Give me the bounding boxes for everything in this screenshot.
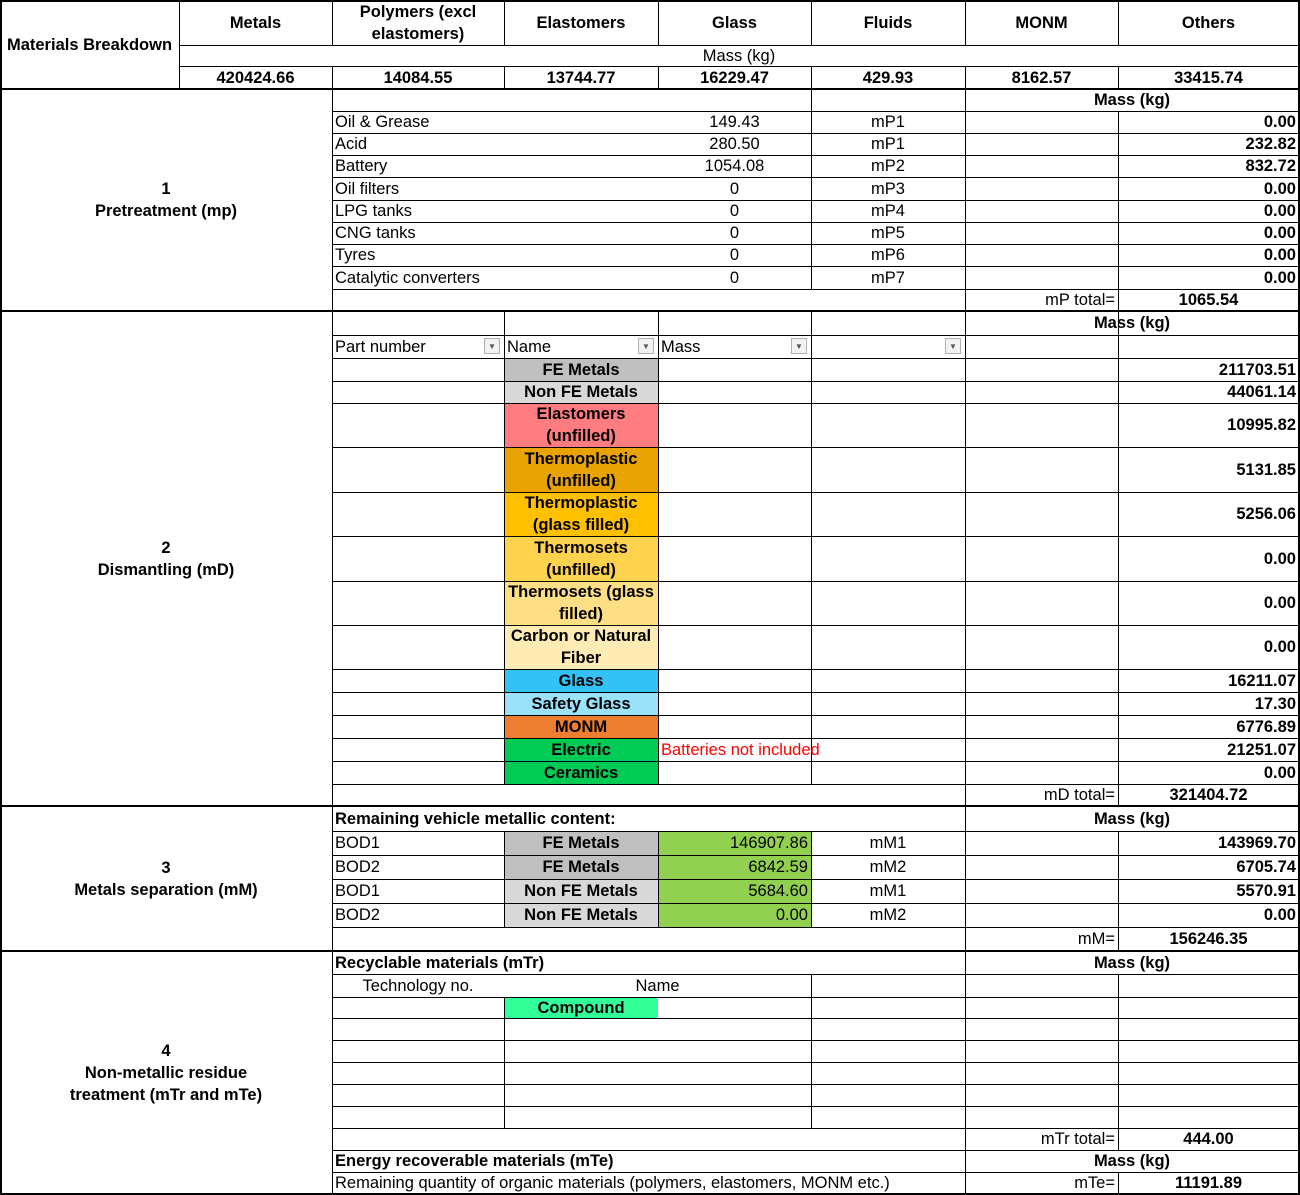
grid-line [332,997,1299,998]
pretreatment-item-amount: 280.50 [709,135,760,153]
header-mass-value: 13744.77 [546,68,616,87]
name-header: Name [635,976,680,995]
material-mass: 0.00 [1263,638,1296,656]
material-name: Electric [551,740,611,759]
material-name: MONM [554,717,608,736]
material-name: FE Metals [542,360,620,379]
mp-total-label: mP total= [1045,291,1115,309]
section-label-residue [0,951,332,1194]
section-number: 3 [161,858,171,877]
filter-dropdown-icon[interactable]: ▼ [638,338,654,354]
mm-total-value: 156246.35 [1169,930,1248,948]
header-column-label: Polymers (excl elastomers) [359,3,477,43]
compound-cell: Compound [537,998,625,1017]
pretreatment-item-amount: 0 [729,268,740,287]
mte-total-label: mTe= [1074,1174,1115,1192]
material-mass: 0.00 [1263,763,1296,782]
header-column-label: Others [1181,14,1236,32]
pretreatment-item-name: CNG tanks [335,224,416,242]
grid-line [332,1084,1299,1085]
material-mass: 16211.07 [1228,671,1296,690]
material-name: Ceramics [543,763,619,782]
pretreatment-item-mass: 0.00 [1263,246,1296,264]
material-name: Safety Glass [531,694,631,713]
metal-mass: 5570.91 [1236,882,1296,900]
filter-dropdown-icon[interactable]: ▼ [484,338,500,354]
md-total-label: mD total= [1043,786,1115,804]
grid-line [332,1040,1299,1041]
section-title: Metals separation (mM) [74,880,258,899]
pretreatment-item-name: Catalytic converters [335,268,480,287]
header-mass-value: 420424.66 [216,68,295,87]
batteries-note: Batteries not included [661,740,820,759]
material-mass: 211703.51 [1218,360,1296,379]
metal-part: BOD1 [335,834,380,852]
filter-mass: Mass [661,337,701,356]
mte-total-value: 11191.89 [1175,1174,1242,1192]
pretreatment-item-code: mP2 [871,157,905,175]
material-mass: 6776.89 [1236,717,1296,736]
grid-line [332,1106,1299,1107]
material-name: Thermoplastic (glass filled) [524,494,638,534]
grid-line [965,311,966,806]
grid-line [658,335,659,784]
header-column-label: Elastomers [536,14,626,32]
pretreatment-item-amount: 1054.08 [704,157,765,175]
metal-code: mM2 [869,906,907,924]
grid-line [811,974,812,1128]
pretreatment-item-amount: 0 [729,246,740,264]
section-title: Non-metallic residue treatment (mTr and mTe) [69,1063,263,1104]
pretreatment-item-code: mP6 [871,246,905,264]
section-title: Pretreatment (mp) [94,202,238,220]
header-column-label: Metals [229,14,282,32]
metal-type: Non FE Metals [524,906,638,924]
header-column-label: Glass [712,14,757,32]
metal-type: FE Metals [542,858,620,876]
material-name: Thermosets (glass filled) [508,583,654,623]
filter-part-number: Part number [335,337,426,356]
grid-line [1118,974,1119,1150]
pretreatment-item-mass: 832.72 [1245,157,1296,175]
metal-part: BOD1 [335,882,380,900]
metal-code: mM2 [869,858,907,876]
header-mass-value: 14084.55 [383,68,453,87]
metal-mass: 0.00 [1263,906,1296,924]
grid-line [332,1062,1299,1063]
pretreatment-item-code: mP1 [871,135,905,153]
pretreatment-item-amount: 0 [729,202,740,220]
metal-value: 146907.86 [730,834,808,852]
header-mass-value: 33415.74 [1174,68,1243,87]
mass-header: Mass (kg) [1093,314,1171,332]
header-mass-value: 16229.47 [700,68,769,87]
mm-total-label: mM= [1077,930,1115,948]
header-mass-value: 429.93 [862,68,914,87]
md-total-value: 321404.72 [1169,786,1248,804]
section-label-pretreatment [0,89,332,311]
energy-title: Energy recoverable materials (mTe) [335,1152,614,1170]
metal-mass: 143969.70 [1218,834,1296,852]
material-name: Elastomers (unfilled) [536,405,626,445]
pretreatment-item-mass: 232.82 [1245,135,1296,153]
metal-type: Non FE Metals [524,882,638,900]
metal-part: BOD2 [335,858,380,876]
metal-value: 6842.59 [748,858,808,876]
material-mass: 44061.14 [1227,383,1296,401]
pretreatment-item-name: Oil & Grease [335,113,430,131]
section-number: 1 [161,180,171,198]
pretreatment-item-amount: 0 [729,179,740,198]
pretreatment-item-code: mP5 [871,224,905,242]
pretreatment-item-code: mP4 [871,202,905,220]
mass-header: Mass (kg) [1093,91,1171,109]
grid-line [332,1018,1299,1019]
mass-header: Mass (kg) [1093,809,1171,828]
material-mass: 0.00 [1263,594,1296,612]
material-mass: 5131.85 [1236,460,1296,479]
header-column-label: Fluids [863,14,913,32]
mtr-total-label: mTr total= [1040,1130,1115,1148]
materials-breakdown-title: Materials Breakdown [6,35,173,54]
material-name: Non FE Metals [524,383,638,401]
pretreatment-item-code: mP7 [871,268,905,287]
section-number: 4 [161,1041,171,1060]
pretreatment-item-mass: 0.00 [1263,224,1296,242]
pretreatment-item-mass: 0.00 [1263,179,1296,198]
grid-line [332,311,333,806]
pretreatment-item-amount: 0 [729,224,740,242]
material-mass: 10995.82 [1227,416,1296,434]
material-name: Thermoplastic (unfilled) [524,449,638,490]
section-label-dismantling [0,311,332,806]
mass-unit-label: Mass (kg) [702,46,776,65]
mass-header: Mass (kg) [1093,1152,1171,1170]
metal-type: FE Metals [542,834,620,852]
metal-code: mM1 [869,882,907,900]
pretreatment-item-mass: 0.00 [1263,268,1296,287]
material-name: Glass [558,671,604,690]
mtr-total-value: 444.00 [1183,1130,1234,1148]
energy-description: Remaining quantity of organic materials (polymers, elastomers, MONM etc.) [335,1174,890,1192]
metal-value: 5684.60 [748,882,808,900]
recyclable-title: Recyclable materials (mTr) [335,953,545,972]
header-column-label: MONM [1015,14,1068,32]
mp-total-value: 1065.54 [1178,291,1239,309]
material-mass: 17.30 [1254,694,1296,713]
material-mass: 0.00 [1263,549,1296,568]
filter-name: Name [507,337,552,356]
pretreatment-item-code: mP3 [871,179,905,198]
metal-part: BOD2 [335,906,380,924]
mass-header: Mass (kg) [1093,953,1171,972]
filter-dropdown-icon[interactable]: ▼ [791,338,807,354]
header-mass-value: 8162.57 [1011,68,1072,87]
section-label-metals [0,806,332,951]
metal-value: 0.00 [775,906,808,924]
material-name: Thermosets (unfilled) [534,538,628,579]
pretreatment-item-name: Oil filters [335,179,400,198]
pretreatment-item-code: mP1 [871,113,905,131]
grid-line [965,89,966,311]
filter-dropdown-icon[interactable]: ▼ [945,338,961,354]
pretreatment-item-name: Tyres [335,246,376,264]
material-mass: 5256.06 [1236,505,1296,523]
section-title: Dismantling (mD) [97,560,235,579]
grid-line [811,311,812,784]
metal-code: mM1 [869,834,907,852]
section-number: 2 [161,538,171,557]
metal-mass: 6705.74 [1236,858,1296,876]
pretreatment-item-name: Acid [335,135,368,153]
pretreatment-item-name: Battery [335,157,388,175]
pretreatment-item-amount: 149.43 [709,113,760,131]
metals-subtitle: Remaining vehicle metallic content: [335,809,616,828]
technology-header: Technology no. [362,976,474,995]
material-mass: 21251.07 [1227,740,1296,759]
pretreatment-item-mass: 0.00 [1263,113,1296,131]
material-name: Carbon or Natural Fiber [510,627,652,667]
pretreatment-item-mass: 0.00 [1263,202,1296,220]
pretreatment-item-name: LPG tanks [335,202,413,220]
